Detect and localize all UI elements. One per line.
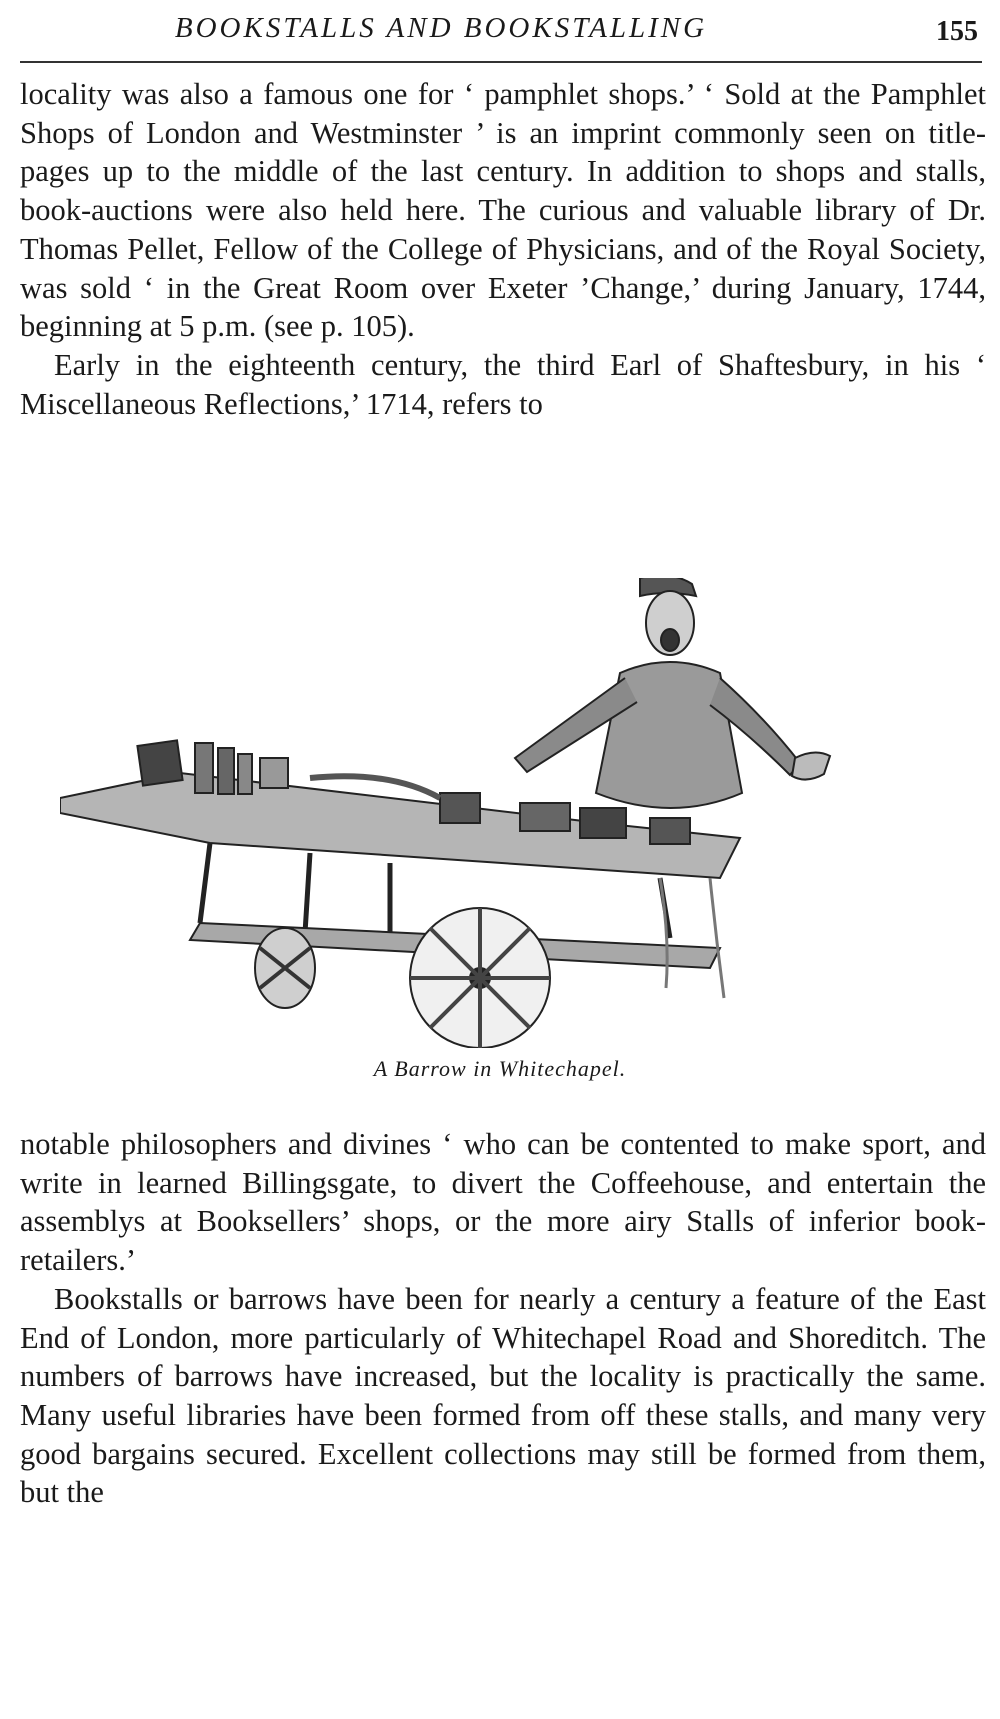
book (137, 740, 182, 785)
book (580, 808, 626, 838)
paragraph-east-end-barrows: Bookstalls or barrows have been for nearly a century a feature of the East End of London, more particularly of Whitechapel Road and Shoreditch. The numbers of barrows have increased, but the locality is practically the same. Many useful libraries have been formed from off these stalls, and many very good bargains secured. Excellent collections may still be formed from them, but the (20, 1281, 986, 1510)
book (440, 793, 480, 823)
paragraph-pamphlet-shops: locality was also a famous one for ‘ pamphlet shops.’ ‘ Sold at the Pamphlet Shops of London and Westminster ’ is an imprint commonly seen on title-pages up to the middle of the last century. In addition to shops and stalls, book-auctions were also held here. The curious and valuable library of Dr. Thomas Pellet, Fellow of the College of Physicians, and of the Royal Society, was sold ‘ in the Great Room over Exeter ’Change,’ during January, 1744, beginning at 5 p.m. (see p. 105). (20, 77, 986, 344)
book (650, 818, 690, 844)
page-number: 155 (936, 16, 978, 47)
barrow-illustration (60, 578, 940, 1048)
header-rule (20, 61, 982, 63)
paragraph-philosophers: notable philosophers and divines ‘ who can be contented to make sport, and write in learned Billingsgate, to divert the Coffeehouse, and entertain the assemblys at Booksellers’ shops, or the more airy Stalls of inferior book-retailers.’ (20, 1127, 986, 1278)
book (260, 758, 288, 788)
running-head (20, 10, 982, 50)
running-title: BOOKSTALLS AND BOOKSTALLING (174, 12, 708, 44)
book (520, 803, 570, 831)
vendor-hand (792, 752, 830, 779)
text-block-bottom (20, 1125, 986, 1512)
book (218, 748, 234, 794)
book (195, 743, 213, 793)
figure-caption: A Barrow in Whitechapel. (373, 1056, 627, 1081)
illustration-figure (60, 578, 940, 1098)
book (238, 754, 252, 794)
paragraph-shaftesbury: Early in the eighteenth century, the third Earl of Shaftesbury, in his ‘ Miscellaneous Reflections,’ 1714, refers to (20, 347, 986, 421)
text-block-top (20, 75, 986, 423)
